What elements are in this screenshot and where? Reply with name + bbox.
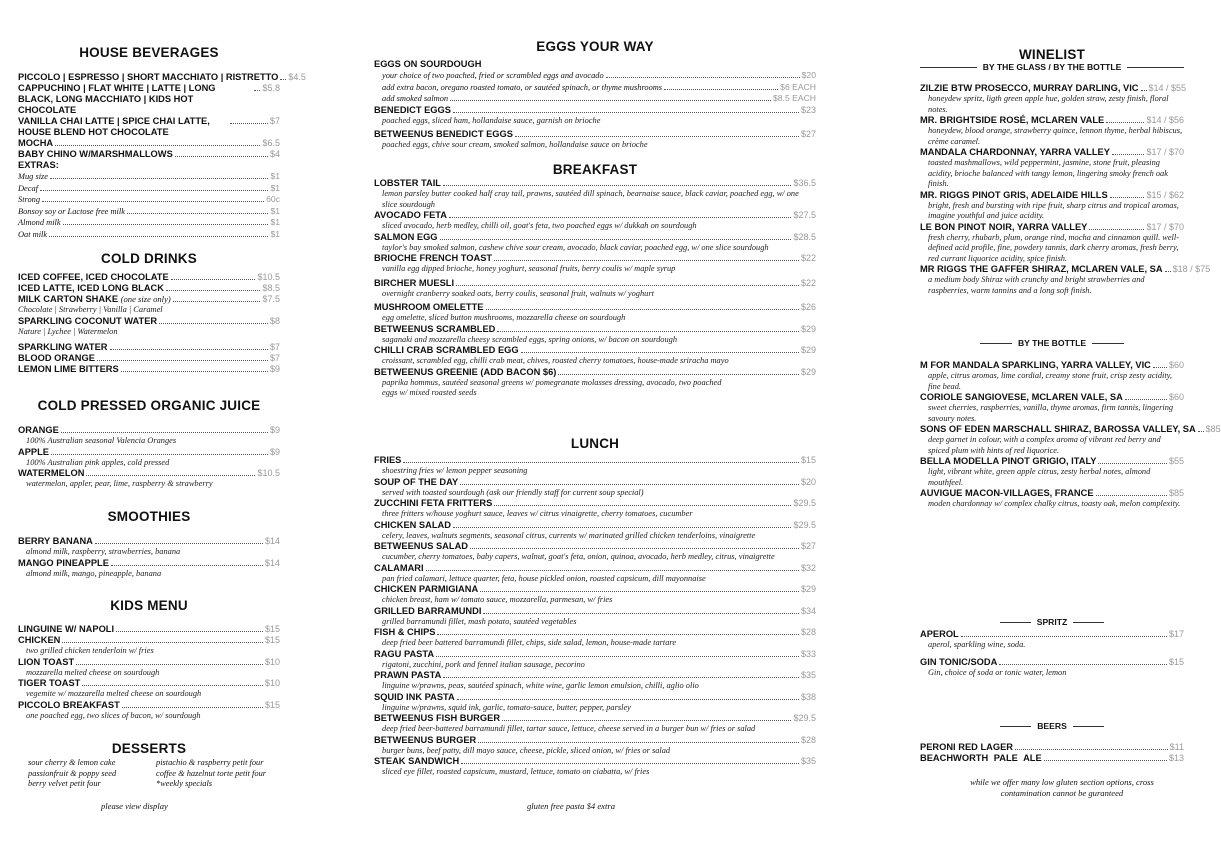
item-description: pan fried calamari, lettuce quarter, feta, house pickled onion, roasted capsicum, dill mayonnaise bbox=[382, 573, 706, 583]
menu-item: MOCHA $6.5 bbox=[18, 138, 280, 148]
menu-item: LOBSTER TAIL $36.5 bbox=[374, 178, 816, 188]
dessert-item: passionfruit & poppy seed bbox=[28, 768, 117, 778]
beers-section bbox=[920, 742, 1184, 764]
cold-drinks-section bbox=[18, 272, 280, 375]
spritz-description: Gin, choice of soda or tonic water, lemon bbox=[928, 667, 1067, 677]
menu-item: BETWEENUS SALAD $27 bbox=[374, 541, 816, 551]
extra-row: Mug size $1 bbox=[18, 171, 280, 181]
juice-section bbox=[18, 425, 280, 490]
wine-item: MR. RIGGS PINOT GRIS, ADELAIDE HILLS $15 / $62 bbox=[920, 189, 1184, 200]
spritz-section bbox=[920, 629, 1184, 678]
wine-item: AUVIGUE MACON-VILLAGES, FRANCE $85 bbox=[920, 488, 1184, 498]
smoothies-section bbox=[18, 536, 280, 579]
wine-item: MANDALA CHARDONNAY, YARRA VALLEY $17 / $70 bbox=[920, 147, 1184, 157]
item-description: deep fried beer battered barramundi fillet, chips, side salad, lemon, house-made tartare bbox=[382, 638, 677, 647]
menu-item: CALAMARI $32 bbox=[374, 562, 816, 573]
smoothies-heading: SMOOTHIES bbox=[107, 509, 191, 524]
item-description: egg omelette, sliced button mushrooms, mozzarella cheese on sourdough bbox=[382, 313, 626, 322]
item-description: saganaki and mozzarella cheesy scrambled eggs, spring onions, w/ bacon on sourdough bbox=[382, 334, 678, 344]
wine-description: honeydew, blood orange, strawberry quince, lennon thyme, herbal hibiscus, crème caramel. bbox=[928, 126, 1183, 146]
menu-item: BETWEENUS GREENIE (ADD BACON $6) $29 bbox=[374, 366, 816, 377]
item-description: watermelon, appler, pear, lime, raspberry & strawberry bbox=[26, 479, 213, 488]
item-description: one poached egg, two slices of bacon, w/ sourdough bbox=[26, 710, 201, 720]
wine-description: sweet cherries, raspberries, vanilla, thyme aromas, firm tannis, lingering savoury notes. bbox=[928, 403, 1174, 423]
desserts-footer: please view display bbox=[101, 801, 168, 811]
wine-description: light, vibrant white, green apple citrus, zesty herbal notes, almond mouthfeel. bbox=[928, 467, 1151, 487]
item-description: served with toasted sourdough (ask our friendly staff for current soup special) bbox=[382, 487, 644, 497]
item-description: deep fried beer-battered barramundi fillet, tartar sauce, lettuce, cheese served in a burger bun w/ fries or salad bbox=[382, 724, 756, 733]
desserts-heading: DESSERTS bbox=[111, 741, 187, 756]
item-description: croissant, scrambled egg, chilli crab meat, chives, roasted cherry tomatoes, house-made sriracha mayo bbox=[382, 356, 729, 365]
menu-item: CHILLI CRAB SCRAMBLED EGG $29 bbox=[374, 345, 816, 355]
wine-description: honeydew spritz, ligth green apple hue, golden straw, zesty finish, floral notes. bbox=[928, 94, 1169, 114]
menu-item: APPLE $9 bbox=[18, 446, 280, 457]
juice-heading: COLD PRESSED ORGANIC JUICE bbox=[37, 398, 261, 413]
item-description: burger buns, beef patty, dill mayo sauce, cheese, pickle, sliced onion, w/ fries or salad bbox=[382, 745, 671, 755]
item-description: poached eggs, chive sour cream, smoked salmon, hollandaise sauce on brioche bbox=[382, 140, 648, 149]
item-description: Nature | Lychee | Watermelon bbox=[18, 326, 118, 336]
wine-bottle-section bbox=[920, 360, 1221, 510]
extra-row: Oat milk $1 bbox=[18, 228, 280, 239]
beer-item: BEACHWORTH PALE ALE $13 bbox=[920, 753, 1184, 763]
menu-item: LEMON LIME BITTERS $9 bbox=[18, 364, 280, 374]
item-description: 100% Australian pink apples, cold pressed bbox=[26, 457, 170, 467]
menu-item: LINGUINE W/ NAPOLI $15 bbox=[18, 624, 280, 634]
by-the-bottle-heading: BY THE BOTTLE bbox=[920, 338, 1184, 348]
wine-item: CORIOLE SANGIOVESE, MCLAREN VALE, SA $60 bbox=[920, 392, 1184, 402]
menu-item: CHICKEN $15 bbox=[18, 635, 280, 645]
spritz-heading: SPRITZ bbox=[920, 617, 1184, 627]
menu-item: SOUP OF THE DAY $20 bbox=[374, 476, 816, 487]
menu-item: WATERMELON $10.5 bbox=[18, 468, 280, 478]
menu-item: CHICKEN PARMIGIANA $29 bbox=[374, 584, 816, 594]
extra-row: Decaf $1 bbox=[18, 182, 280, 193]
menu-item: CAPPUCHINO | FLAT WHITE | LATTE | LONG BLACK, LONG MACCHIATO | KIDS HOT CHOCOLATE $5.8 bbox=[18, 83, 280, 115]
winelist-subheading: BY THE GLASS / BY THE BOTTLE bbox=[920, 62, 1184, 72]
wine-item: MR. BRIGHTSIDE ROSÉ, MCLAREN VALE $14 / $56 bbox=[920, 115, 1184, 125]
item-description: lemon parsley butter cooked half cray tail, prawns, sautéed dill spinach, bearnaise sauce, black caviar, poached egg, w/ one slice sourdough bbox=[382, 189, 799, 209]
dessert-item: *weekly specials bbox=[156, 779, 213, 788]
item-description: three fritters w/house yoghurt sauce, leaves w/ citrus vinaigrette, cherry tomatoes, cucumber bbox=[382, 509, 693, 518]
item-description: linguine w/prawns, squid ink, garlic, tomato-sauce, butter, pepper, parsley bbox=[382, 702, 631, 712]
menu-item: BABY CHINO W/MARSHMALLOWS $4 bbox=[18, 149, 280, 159]
wine-description: bright, fresh and bursting with ripe fruit, sharp citrus and tropical aromas, imagine youthful and juice acidity. bbox=[928, 200, 1179, 220]
wine-glass-section bbox=[920, 83, 1211, 296]
menu-item: ICED LATTE, ICED LONG BLACK $8.5 bbox=[18, 283, 280, 293]
item-description: 100% Australian seasonal Valencia Oranges bbox=[26, 436, 177, 445]
menu-item: EGGS ON SOURDOUGH bbox=[374, 59, 482, 69]
menu-item: BETWEENUS BENEDICT EGGS $27 bbox=[374, 129, 816, 139]
menu-item: BETWEENUS SCRAMBLED $29 bbox=[374, 323, 816, 334]
kids-heading: KIDS MENU bbox=[110, 598, 188, 613]
spritz-item: APEROL $17 bbox=[920, 629, 1184, 639]
menu-item: MANGO PINEAPPLE $14 bbox=[18, 557, 280, 568]
item-description: taylor's bay smoked salmon, cashew chive sour cream, avocado, black caviar, poached egg, w/ one slice sourdough bbox=[382, 242, 769, 252]
lunch-section bbox=[374, 455, 816, 778]
menu-item: ICED COFFEE, ICED CHOCOLATE $10.5 bbox=[18, 272, 280, 282]
eggs-section bbox=[374, 59, 816, 151]
wine-item: LE BON PINOT NOIR, YARRA VALLEY $17 / $70 bbox=[920, 221, 1184, 232]
gluten-note: while we offer many low gluten section options, cross contamination cannot be guranteed bbox=[970, 777, 1154, 798]
desserts-list bbox=[28, 758, 280, 790]
item-description: cucumber, cherry tomatoes, baby capers, walnut, goat's feta, onion, quinoa, avocado, herb medley, citrus, vinaigrette bbox=[382, 552, 775, 561]
house-beverages-section bbox=[18, 72, 306, 240]
menu-item: FRIES $15 bbox=[374, 455, 816, 465]
menu-item: CHICKEN SALAD $29.5 bbox=[374, 519, 816, 530]
menu-item: BETWEENUS BURGER $28 bbox=[374, 734, 816, 745]
option-row: add extra bacon, oregano roasted tomato, or sautéed spinach, or thyme mushrooms $6 EACH bbox=[382, 81, 816, 92]
menu-item: BRIOCHE FRENCH TOAST $22 bbox=[374, 253, 816, 263]
wine-description: deep garnet in colour, with a complex aroma of vibrant red berry and spiced plum with hints of red liquorice. bbox=[928, 435, 1161, 455]
kids-section bbox=[18, 624, 280, 721]
wine-item: MR RIGGS THE GAFFER SHIRAZ, MCLAREN VALE, SA $18 / $75 bbox=[920, 264, 1211, 274]
menu-item: ZUCCHINI FETA FRITTERS $29.5 bbox=[374, 498, 816, 508]
wine-item: SONS OF EDEN MARSCHALL SHIRAZ, BAROSSA VALLEY, SA $85 bbox=[920, 424, 1221, 434]
wine-item: BELLA MODELLA PINOT GRIGIO, ITALY $55 bbox=[920, 456, 1184, 466]
menu-item: GRILLED BARRAMUNDI $34 bbox=[374, 605, 816, 616]
menu-item: MILK CARTON SHAKE (one size only) $7.5 bbox=[18, 294, 280, 304]
item-description: two grilled chicken tenderloin w/ fries bbox=[26, 646, 154, 655]
item-description: sliced eye fillet, roasted capsicum, mustard, lettuce, tomato on ciabatta, w/ fries bbox=[382, 767, 650, 776]
option-row: add smoked salmon $8.5 EACH bbox=[382, 93, 816, 103]
menu-item: SQUID INK PASTA $38 bbox=[374, 691, 816, 702]
extras-label: EXTRAS: bbox=[18, 160, 59, 170]
cold-drinks-heading: COLD DRINKS bbox=[101, 251, 197, 266]
item-description: shoestring fries w/ lemon pepper seasoning bbox=[382, 466, 528, 475]
item-description: mozzarella melted cheese on sourdough bbox=[26, 667, 160, 677]
menu-item: PRAWN PASTA $35 bbox=[374, 670, 816, 680]
menu-item: LION TOAST $10 bbox=[18, 656, 280, 667]
menu-item: BENEDICT EGGS $23 bbox=[374, 104, 816, 115]
item-description: Chocolate | Strawberry | Vanilla | Caramel bbox=[18, 305, 163, 314]
beer-item: PERONI RED LAGER $11 bbox=[920, 742, 1184, 752]
item-description: poached eggs, sliced ham, hollandaise sauce, garnish on brioche bbox=[382, 115, 601, 125]
item-description: celery, leaves, walnuts segments, seasonal citrus, currents w/ marinated grilled chicken tenderloins, vinaigrette bbox=[382, 530, 756, 540]
house-beverages-heading: HOUSE BEVERAGES bbox=[79, 45, 219, 60]
dessert-item: sour cherry & lemon cake bbox=[28, 758, 116, 767]
menu-item: PICCOLO BREAKFAST $15 bbox=[18, 699, 280, 710]
menu-item: FISH & CHIPS $28 bbox=[374, 627, 816, 637]
menu-item: MUSHROOM OMELETTE $26 bbox=[374, 302, 816, 312]
breakfast-section bbox=[374, 178, 816, 399]
menu-item: RAGU PASTA $33 bbox=[374, 648, 816, 659]
item-description: rigatoni, zucchini, pork and fennel italian sausage, pecorino bbox=[382, 659, 585, 669]
menu-item: AVOCADO FETA $27.5 bbox=[374, 210, 816, 220]
wine-description: moden chardonnay w/ complex chalky citrus, toasty oak, melon complexity. bbox=[928, 499, 1181, 508]
menu-item: BLOOD ORANGE $7 bbox=[18, 353, 280, 363]
spritz-item: GIN TONIC/SODA $15 bbox=[920, 656, 1184, 667]
wine-description: toasted mashmallows, wild peppermint, jasmine, stone fruit, pleasing acidity, brioche balanced with tangy lemon, lingering smoky french oak finish. bbox=[928, 158, 1168, 188]
eggs-heading: EGGS YOUR WAY bbox=[536, 39, 654, 54]
item-description: vanilla egg dipped brioche, honey yoghurt, seasonal fruits, berry coulis w/ maple syrup bbox=[382, 264, 676, 273]
menu-item: BIRCHER MUESLI $22 bbox=[374, 277, 816, 288]
item-description: overnight cranberry soaked oats, berry coulis, seasonal fruit, walnuts w/ yoghurt bbox=[382, 288, 654, 298]
spritz-description: aperol, sparkling wine, soda. bbox=[928, 640, 1026, 649]
extra-row: Almond milk $1 bbox=[18, 217, 280, 227]
lunch-heading: LUNCH bbox=[570, 436, 620, 451]
menu-item: BERRY BANANA $14 bbox=[18, 536, 280, 546]
item-description: paprika hommus, sautéed seasonal greens w/ pomegranate molasses dressing, avocado, two poached eggs w/ mixed roasted seeds bbox=[382, 377, 722, 397]
beers-heading: BEERS bbox=[920, 721, 1184, 731]
wine-description: apple, citrus aromas, lime cordial, creamy stone fruit, crisp zesty acidity, fine bead. bbox=[928, 371, 1173, 391]
dessert-item: pistachio & raspberry petit four bbox=[156, 758, 264, 767]
breakfast-heading: BREAKFAST bbox=[552, 162, 638, 177]
menu-item: ORANGE $9 bbox=[18, 425, 280, 435]
menu-item: STEAK SANDWICH $35 bbox=[374, 756, 816, 766]
item-description: grilled barramundi fillet, mash potato, sautéed vegetables bbox=[382, 616, 577, 626]
dessert-item: berry velvet petit four bbox=[28, 779, 101, 788]
item-description: sliced avocado, herb medley, chilli oil, goat's feta, two poached eggs w/ dukkah on sourdough bbox=[382, 221, 697, 230]
wine-description: fresh cherry, rhubarb, plum, orange rind, mocha and cinnamon quill. well-defined acid profile, fine, powdery tannis, dark cherry aromas, fresh berry, red currant liquorice acidity, spice finish. bbox=[928, 232, 1180, 263]
item-description: vegemite w/ mozzarella melted cheese on sourdough bbox=[26, 689, 202, 698]
item-description: chicken breast, ham w/ tomato sauce, mozzarella, parmesan, w/ fries bbox=[382, 595, 613, 604]
winelist-heading: WINELIST bbox=[1018, 47, 1086, 62]
menu-item: TIGER TOAST $10 bbox=[18, 678, 280, 688]
wine-item: ZILZIE BTW PROSECCO, MURRAY DARLING, VIC $14 / $55 bbox=[920, 83, 1187, 93]
menu-item: SPARKLING WATER $7 bbox=[18, 342, 280, 352]
menu-item: PICCOLO | ESPRESSO | SHORT MACCHIATO | RISTRETTO $4.5 bbox=[18, 72, 306, 82]
item-description: almond milk, raspberry, strawberries, banana bbox=[26, 547, 181, 556]
menu-item: VANILLA CHAI LATTE | SPICE CHAI LATTE, HOUSE BLEND HOT CHOCOLATE $7 bbox=[18, 116, 280, 137]
extra-row: Bonsoy soy or Lactose free milk $1 bbox=[18, 205, 280, 216]
extra-row: Strong 60c bbox=[18, 194, 280, 204]
dessert-item: coffee & hazelnut torte petit four bbox=[156, 768, 267, 778]
item-description: linguine w/prawns, peas, sautéed spinach, white wine, garlic lemon emulsion, chilli, aglio olio bbox=[382, 681, 699, 690]
item-description: almond milk, mango, pineapple, banana bbox=[26, 568, 162, 578]
wine-description: a medium body Shiraz with crunchy and bright strawberries and raspberries, warm tannins and a long soft finish. bbox=[928, 275, 1145, 295]
option-row: your choice of two poached, fried or scrambled eggs and avocado $20 bbox=[382, 70, 816, 80]
menu-item: BETWEENUS FISH BURGER $29.5 bbox=[374, 713, 816, 723]
wine-item: M FOR MANDALA SPARKLING, YARRA VALLEY, VIC $60 bbox=[920, 360, 1184, 370]
lunch-footer: gluten free pasta $4 extra bbox=[527, 801, 615, 811]
menu-item: SALMON EGG $28.5 bbox=[374, 231, 816, 242]
menu-item: SPARKLING COCONUT WATER $8 bbox=[18, 315, 280, 326]
